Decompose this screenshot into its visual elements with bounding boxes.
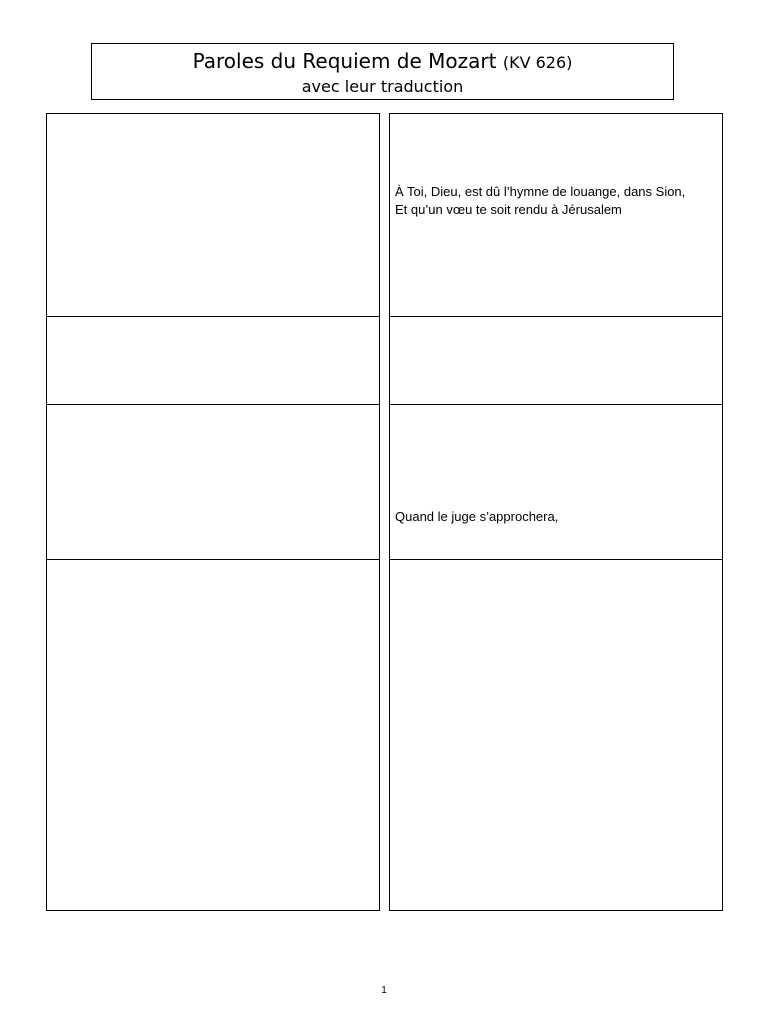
title-text: Paroles du Requiem de Mozart bbox=[192, 49, 497, 73]
latin-cell-4 bbox=[47, 559, 379, 910]
latin-cell-2 bbox=[47, 316, 379, 404]
translation-cell-1 bbox=[390, 114, 722, 316]
latin-text-column bbox=[46, 113, 380, 911]
translation-column bbox=[389, 113, 723, 911]
translation-line: Quand le juge s’approchera, bbox=[395, 509, 559, 524]
latin-cell-3 bbox=[47, 404, 379, 559]
translation-cell-2 bbox=[390, 316, 722, 404]
translation-line: Et qu’un vœu te soit rendu à Jérusalem bbox=[395, 202, 622, 217]
title-box bbox=[91, 43, 674, 100]
translation-text-3 bbox=[395, 508, 717, 526]
translation-text-1 bbox=[395, 183, 717, 219]
page-subtitle: avec leur traduction bbox=[301, 77, 464, 96]
translation-cell-3 bbox=[390, 404, 722, 559]
page-number: 1 bbox=[381, 985, 387, 996]
translation-line: À Toi, Dieu, est dû l’hymne de louange, dans Sion, bbox=[395, 184, 686, 199]
latin-cell-1 bbox=[47, 114, 379, 316]
translation-cell-4 bbox=[390, 559, 722, 910]
page-title bbox=[92, 49, 673, 75]
catalog-number: (KV 626) bbox=[502, 53, 573, 72]
